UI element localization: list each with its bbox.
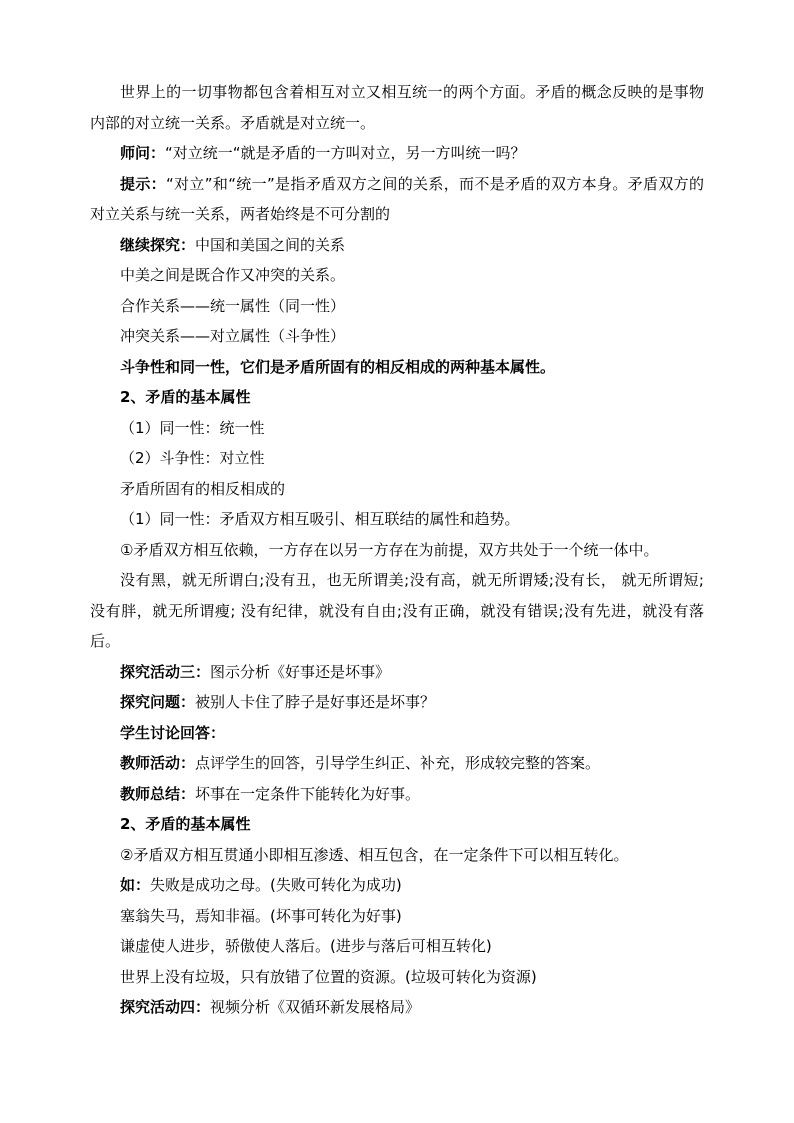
section-heading-basic-attributes: 2、矛盾的基本属性 [120, 388, 251, 406]
paragraph-china-us: 中美之间是既合作又冲突的关系。 [120, 266, 346, 284]
paragraph-examples-opposites: 没有黑，就无所谓白;没有丑，也无所谓美;没有高，就无所谓矮;没有长， 就无所谓短; 没有胖，就无所谓瘦; 没有纪律，就没有自由;没有正确，就没有错误;没有先进，就没有落后。 [90, 571, 704, 650]
label-hint: 提示： [120, 174, 166, 193]
label-activity-three: 探究活动三： [120, 662, 211, 681]
label-example: 如： [120, 876, 151, 894]
label-teacher-question: 师问： [120, 144, 166, 162]
text-continue-explore: 中国和美国之间的关系 [195, 235, 346, 254]
document-page [90, 77, 704, 1023]
text-example-failure: 失败是成功之母。(失败可转化为成功) [150, 876, 402, 894]
label-teacher-summary: 教师总结： [120, 784, 196, 803]
paragraph-mutual-dependence: ①矛盾双方相互依赖，一方存在以另一方存在为前提，双方共处于一个统一体中。 [120, 540, 659, 559]
label-teacher-activity: 教师活动： [120, 754, 196, 772]
paragraph-identity-definition: （1）同一性：矛盾双方相互吸引、相互联结的属性和趋势。 [120, 510, 520, 528]
paragraph-contradiction-definition: 世界上的一切事物都包含着相互对立又相互统一的两个方面。矛盾的概念反映的是事物内部的对立统一关系。矛盾就是对立统一。 [90, 83, 704, 132]
text-teacher-summary: 坏事在一定条件下能转化为好事。 [195, 784, 421, 803]
label-activity-four: 探究活动四： [120, 998, 211, 1016]
text-teacher-question: “对立统一“就是矛盾的一方叫对立，另一方叫统一吗？ [165, 144, 526, 162]
paragraph-mutual-penetration: ②矛盾双方相互贯通小即相互渗透、相互包含，在一定条件下可以相互转化。 [120, 845, 629, 864]
label-continue-explore: 继续探究： [120, 235, 196, 254]
paragraph-continue-explore [90, 230, 704, 261]
paragraph-teacher-summary [90, 779, 704, 810]
text-activity-four: 视频分析《双循环新发展格局》 [210, 998, 421, 1016]
paragraph-activity-three [90, 657, 704, 688]
paragraph-hint [90, 169, 704, 230]
paragraph-student-discussion: 学生讨论回答： [120, 723, 226, 742]
paragraph-teacher-activity [90, 748, 704, 779]
paragraph-conflict: 冲突关系——对立属性（斗争性） [120, 327, 346, 345]
paragraph-teacher-question [90, 138, 704, 169]
paragraph-explore-question [90, 687, 704, 718]
text-hint: “对立”和“统一”是指矛盾双方之间的关系，而不是矛盾的双方本身。矛盾双方的对立关系与统一关系，两者始终是不可分割的 [90, 174, 704, 223]
section-heading-basic-attributes-2: 2、矛盾的基本属性 [120, 815, 251, 833]
paragraph-identity: （1）同一性：统一性 [120, 418, 265, 437]
text-explore-question: 被别人卡住了脖子是好事还是坏事？ [195, 693, 436, 711]
paragraph-example-garbage: 世界上没有垃圾，只有放错了位置的资源。(垃圾可转化为资源) [120, 967, 537, 986]
text-teacher-activity: 点评学生的回答，引导学生纠正、补充，形成较完整的答案。 [195, 754, 601, 772]
paragraph-activity-four [90, 992, 704, 1023]
paragraph-example-failure [90, 870, 704, 901]
paragraph-two-attributes: 斗争性和同一性，它们是矛盾所固有的相反相成的两种基本属性。 [120, 357, 556, 376]
paragraph-example-modesty: 谦虚使人进步，骄傲使人落后。(进步与落后可相互转化) [120, 937, 492, 955]
paragraph-cooperation: 合作关系——统一属性（同一性） [120, 296, 346, 315]
paragraph-inherent: 矛盾所固有的相反相成的 [120, 479, 286, 498]
text-activity-three: 图示分析《好事还是坏事》 [210, 662, 391, 681]
paragraph-struggle: （2）斗争性：对立性 [120, 449, 265, 467]
paragraph-example-horse: 塞翁失马，焉知非福。(坏事可转化为好事) [120, 906, 402, 925]
label-explore-question: 探究问题： [120, 693, 196, 711]
